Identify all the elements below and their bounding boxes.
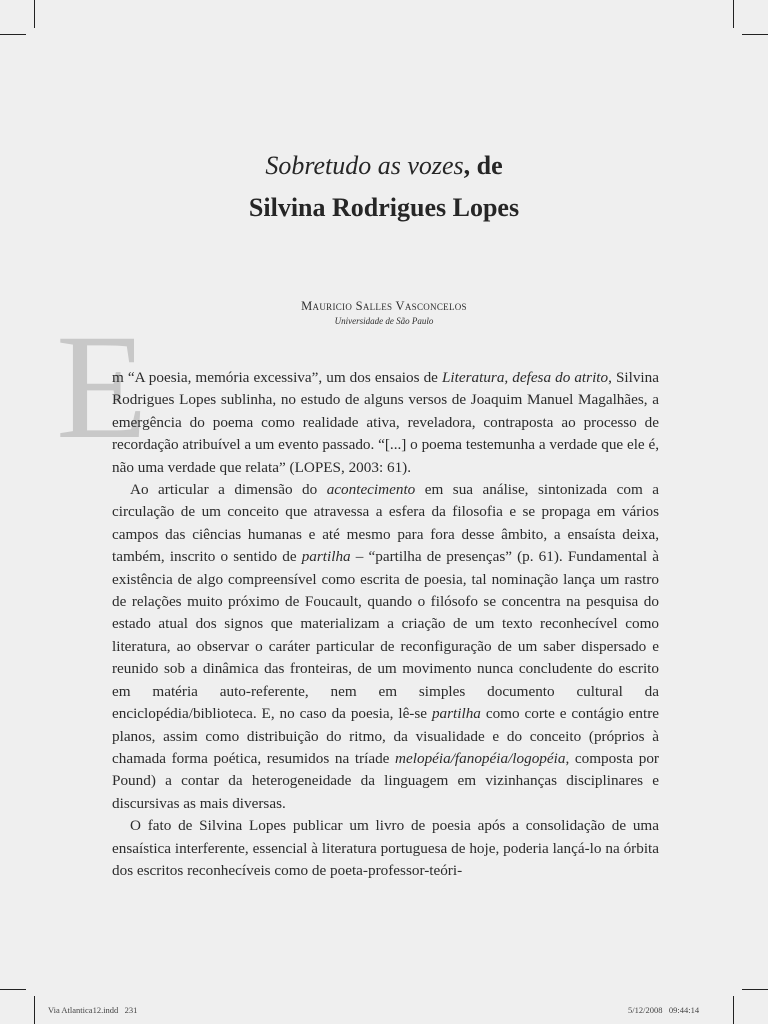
crop-mark-top-right-h xyxy=(742,34,768,35)
paragraph-3: O fato de Silvina Lopes publicar um livro de poesia após a consolidação de uma ensaística interferente, essencial à literatura portuguesa de hoje, poderia lançá-lo na órbita dos escritos reconhecíveis como de poeta-professor-teóri- xyxy=(112,817,659,879)
drop-cap: E xyxy=(56,304,148,470)
author-name: Mauricio Salles Vasconcelos xyxy=(301,299,467,313)
crop-mark-bottom-right-h xyxy=(742,989,768,990)
title-line-2: Silvina Rodrigues Lopes xyxy=(248,193,520,222)
crop-mark-top-left-h xyxy=(0,34,26,35)
paragraph-1: m “A poesia, memória excessiva”, um dos ensaios de Literatura, defesa do atrito, Silvina Rodrigues Lopes sublinha, no estudo de alguns versos de Joaquim Manuel Magalhães, a emergência do poema como realidade ativa, reveladora, contraposta ao processo de recordação atribuível a um evento passado. “[...] o poema testemunha a verdade que ele é, não uma verdade que relata” (LOPES, 2003: 61). xyxy=(112,369,659,476)
crop-mark-top-left-v xyxy=(34,0,35,28)
footer-file-info: Via Atlantica12.indd 231 xyxy=(48,1005,138,1015)
title-italic: Sobretudo as vozes xyxy=(265,151,464,180)
paragraph-2: Ao articular a dimensão do acontecimento em sua análise, sintonizada com a circulação de um conceito que atravessa a esfera da filosofia e se propaga em vários campos das ciências humanas e até mesmo para fora desse âmbito, a ensaísta deixa, também, inscrito o sentido de partilha – “partilha de presenças” (p. 61). Fundamental à existência de algo compreensível como escrita de poesia, tal nominação lança um rastro de relações muito próximo de Foucault, quando o filósofo se concentra na pesquisa do estado atual dos signos que materializam a criação de um texto reconhecível como literatura, ao observar o caráter particular de reconfiguração de um saber dispersado e reunido sob a dinâmica das fronteiras, de um movimento nunca concludente do escrito em matéria auto-referente, nem em simples documento cultural da enciclopédia/biblioteca. E, no caso da poesia, lê-se partilha como corte e contágio entre planos, assim como distribuição do ritmo, da visualidade e do conceito (próprios à chamada forma poética, resumidos na tríade melopéia/fanopéia/logopéia, composta por Pound) a contar da heterogeneidade da linguagem em vizinhanças disciplinares e discursivas as mais diversas. xyxy=(112,481,660,812)
crop-mark-bottom-left-v xyxy=(34,996,35,1024)
article-title xyxy=(0,145,768,229)
crop-mark-bottom-right-v xyxy=(733,996,734,1024)
title-rest: , de xyxy=(463,151,503,180)
footer-timestamp: 5/12/2008 09:44:14 xyxy=(628,1005,700,1015)
author-affiliation: Universidade de São Paulo xyxy=(334,316,434,326)
crop-mark-top-right-v xyxy=(733,0,734,28)
article-body xyxy=(112,367,659,882)
crop-mark-bottom-left-h xyxy=(0,989,26,990)
